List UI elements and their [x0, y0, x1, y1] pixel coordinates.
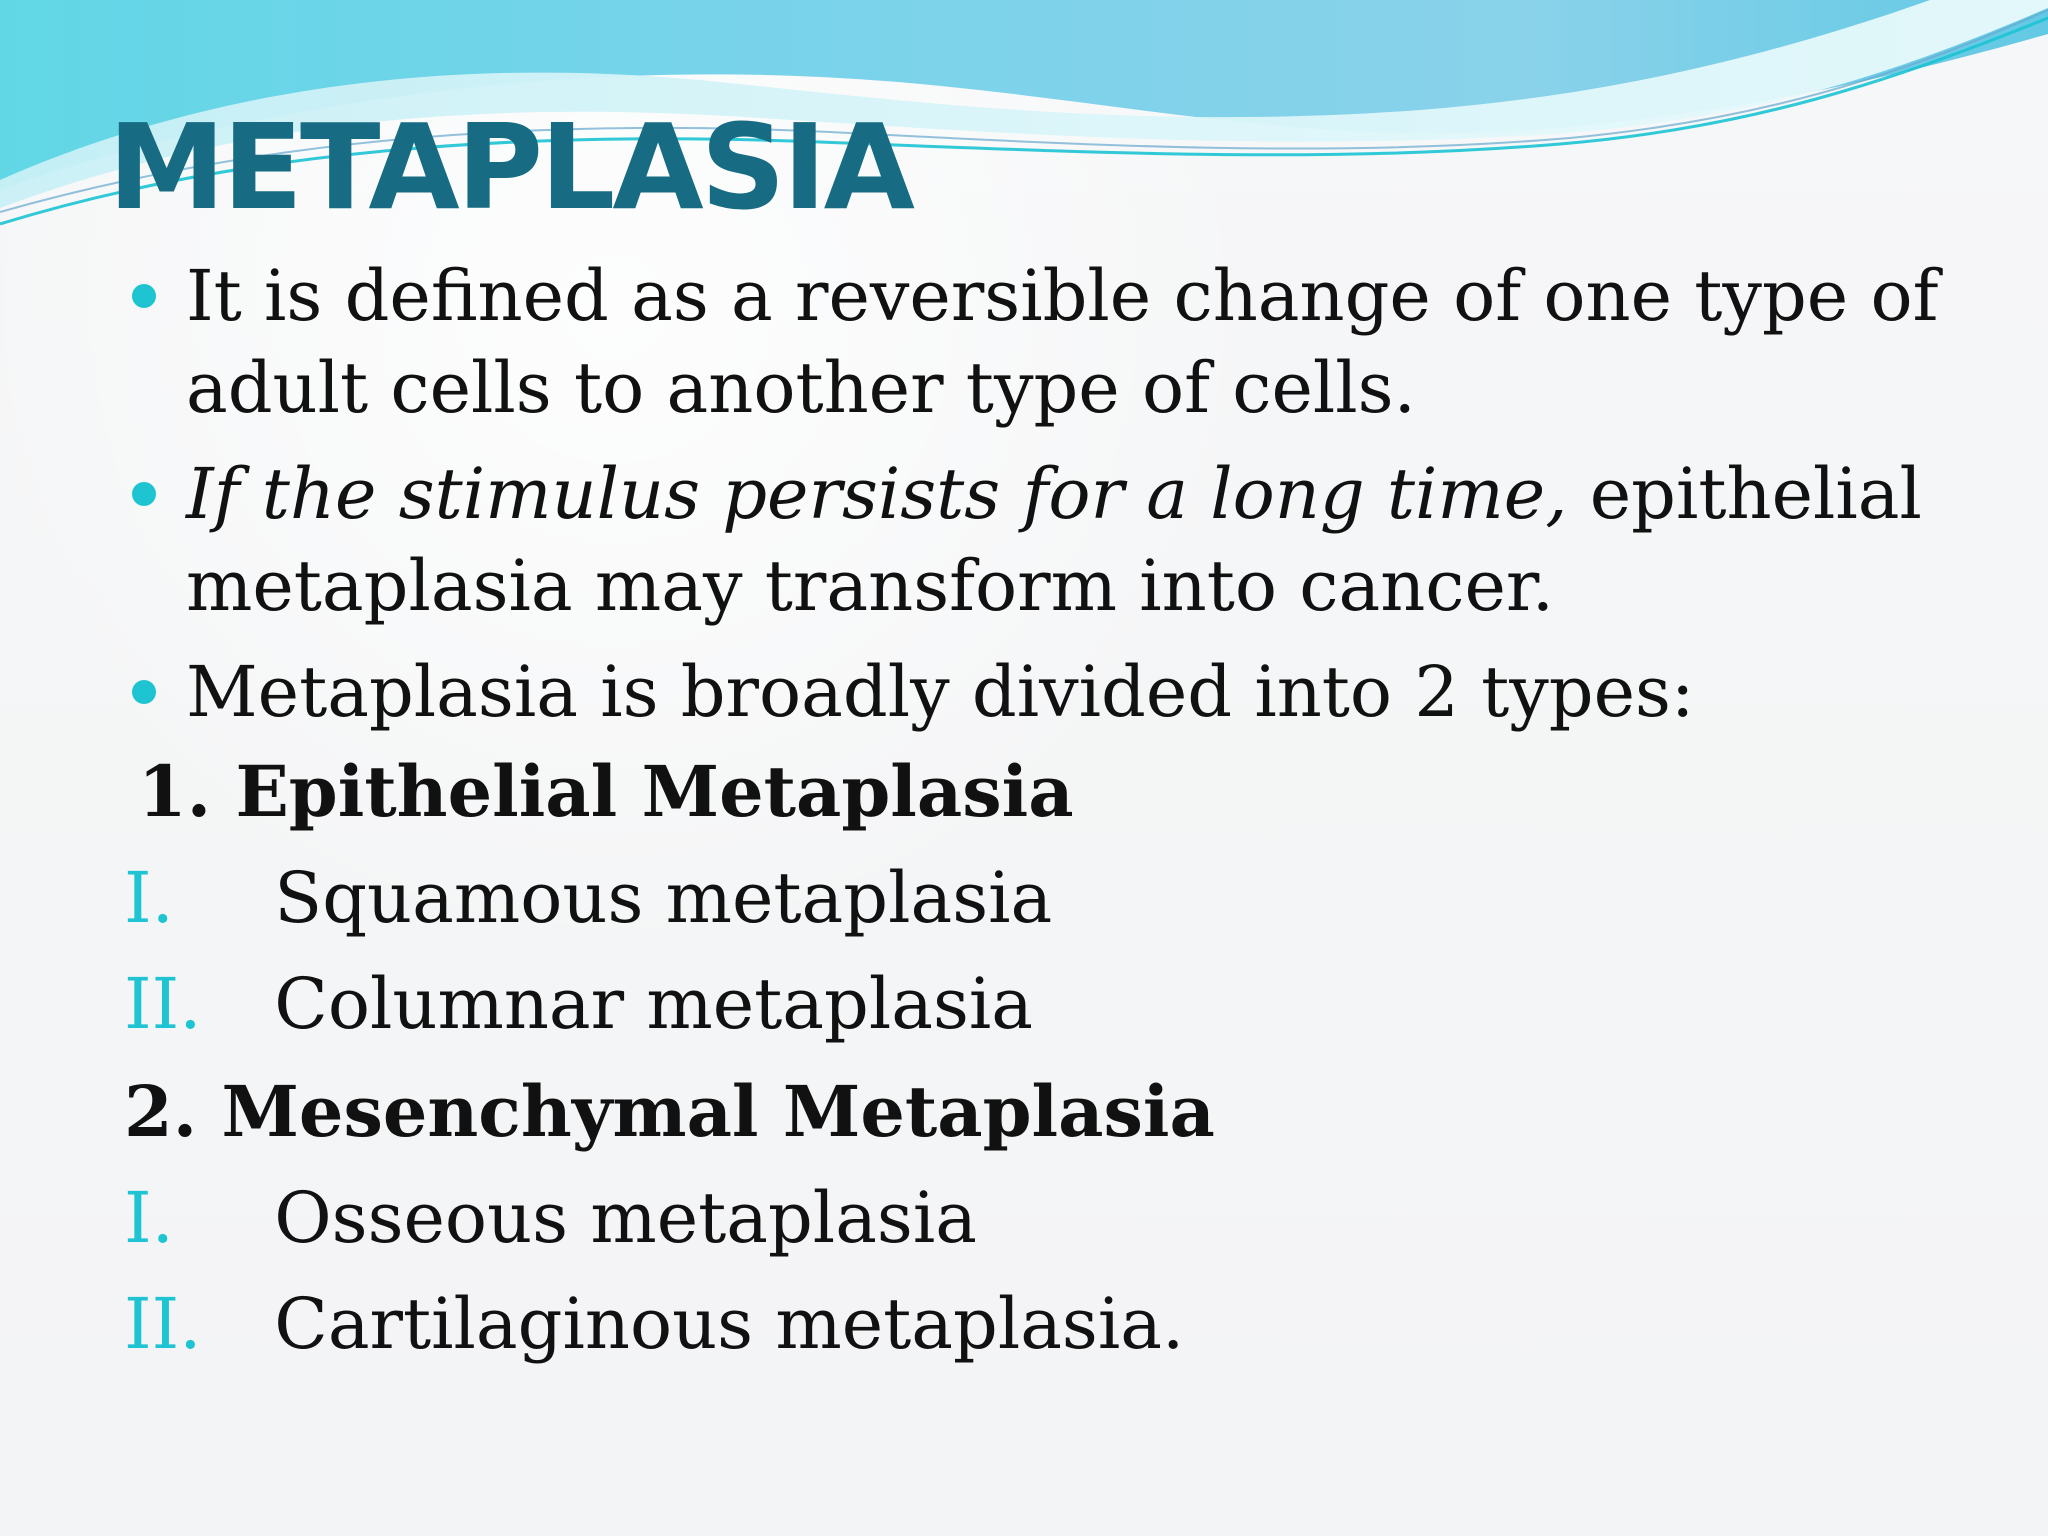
section-heading-epithelial: 1. Epithelial Metaplasia — [138, 750, 1074, 833]
subtype-line-osseous — [124, 1172, 977, 1264]
roman-numeral: II. — [124, 963, 202, 1045]
subtype-line-cartilaginous — [124, 1278, 1184, 1370]
subtype-line-squamous — [124, 852, 1052, 944]
bullet-point-icon — [132, 680, 156, 704]
subtype-label: Squamous metaplasia — [274, 857, 1053, 939]
subtype-label: Columnar metaplasia — [274, 963, 1033, 1045]
section-heading-mesenchymal: 2. Mesenchymal Metaplasia — [124, 1070, 1215, 1153]
bullet-types — [128, 646, 1968, 738]
bullet-cancer-risk-plain: epithelial metaplasia may transform into cancer. — [186, 453, 1922, 627]
bullet-cancer-risk — [128, 448, 1968, 632]
bullet-point-icon — [132, 482, 156, 506]
bullet-point-icon — [132, 284, 156, 308]
subtype-label: Osseous metaplasia — [274, 1177, 977, 1259]
roman-numeral: I. — [124, 857, 174, 939]
subtype-line-columnar — [124, 958, 1033, 1050]
bullet-definition — [128, 250, 1968, 434]
subtype-label: Cartilaginous metaplasia. — [274, 1283, 1185, 1365]
bullet-cancer-risk-text — [186, 453, 1922, 627]
bullet-cancer-risk-italic: If the stimulus persists for a long time, — [186, 453, 1568, 535]
slide-title: METAPLASIA — [108, 98, 912, 236]
bullet-list — [128, 250, 1968, 752]
bullet-definition-text: It is defined as a reversible change of one type of adult cells to another type of cells. — [186, 255, 1939, 429]
roman-numeral: I. — [124, 1177, 174, 1259]
bullet-types-text: Metaplasia is broadly divided into 2 types: — [186, 651, 1695, 733]
roman-numeral: II. — [124, 1283, 202, 1365]
